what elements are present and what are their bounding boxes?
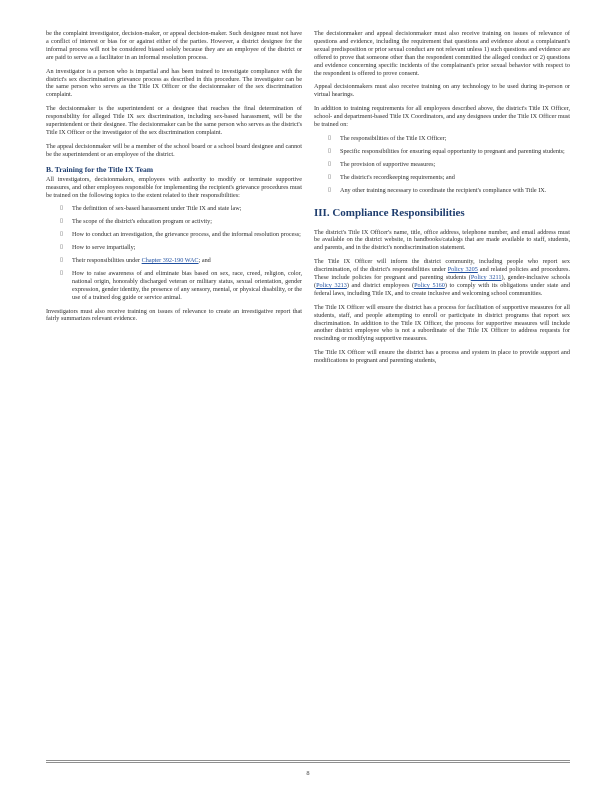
- list-item: ▯ How to raise awareness of and eliminate bias based on sex, race, creed, religion, color, national origin, honorably discharged veteran or military status, sexual orientation, gender expression, gender identity, the presence of any sensory, mental, or physical disability, or the use of a trained dog guide or service animal.: [60, 269, 302, 301]
- bullet-icon: ▯: [60, 257, 64, 264]
- training-topics-list: [46, 205, 302, 301]
- policy-3205-link[interactable]: Policy 3205: [447, 266, 478, 274]
- bullet-icon: ▯: [328, 186, 332, 193]
- paragraph-relevance-training: The decisionmaker and appeal decisionmaker must also receive training on issues of relevance of questions and evidence, including the requirement that questions and evidence about a complainant's sexual predisposition or prior sexual conduct are not relevant unless 1) such questions and evidence are offered to prove that someone other than the respondent committed the alleged conduct or 2) questions and evidence concerning specific incidents of the complainant's prior sexual behavior with respect to the respondent is offered to prove consent.: [314, 30, 570, 77]
- paragraph-officer-contact: The district's Title IX Officer's name, title, office address, telephone number, and email address must be available on the district website, in handbooks/catalogs that are made available to staff, students, and parents, and in the district's nondiscrimination statement.: [314, 228, 570, 252]
- list-item: ▯ How to serve impartially;: [60, 244, 136, 252]
- paragraph-technology-training: Appeal decisionmakers must also receive training on any technology to be used during in-person or virtual hearings.: [314, 83, 570, 99]
- policy-3211-link[interactable]: Policy 3211: [470, 274, 502, 282]
- paragraph-investigator: An investigator is a person who is impartial and has been trained to investigate compliance with the district's sex discrimination grievance process as described in this procedure. The investigator can be the same person who serves as the Title IX Officer or the decisionmaker of the sex discrimination complaint.: [46, 67, 302, 99]
- policy-5160-link[interactable]: Policy 5160: [414, 281, 445, 289]
- paragraph-training-intro: All investigators, decisionmakers, employees with authority to modify or terminate supportive measures, and other employees responsible for implementing the recipient's grievance procedures must be trained on the following topics to the extent related to their responsibilities:: [46, 175, 302, 199]
- paragraph-pregnant-parenting: The Title IX Officer will ensure the district has a process and system in place to provide support and modifications to pregnant and parenting students,: [314, 349, 570, 365]
- paragraph-designee: be the complaint investigator, decision-maker, or appeal decision-maker. Such designee must not have a conflict of interest or bias for or against either of the parties. However, a district designee for the informal process will not be considered biased solely because they are an employee of the district or are paid to serve as a facilitator in an informal resolution process.: [46, 30, 302, 61]
- paragraph-appeal-decisionmaker: The appeal decisionmaker will be a member of the school board or a school board designee and cannot be the superintendent or an employee of the district.: [46, 142, 302, 158]
- bullet-icon: ▯: [328, 173, 332, 180]
- list-item: ▯ The responsibilities of the Title IX Officer;: [328, 134, 447, 142]
- list-item: ▯ The district's recordkeeping requirements; and: [328, 173, 455, 181]
- section-heading-compliance: III. Compliance Responsibilities: [314, 206, 465, 219]
- bullet-icon: ▯: [328, 160, 332, 167]
- list-item: ▯ Specific responsibilities for ensuring equal opportunity to pregnant and parenting students;: [328, 147, 565, 155]
- bullet-icon: ▯: [60, 231, 64, 238]
- footer-divider: [46, 762, 570, 763]
- paragraph-inform-community: The Title IX Officer will inform the district community, including people who report sex discrimination, of the district's responsibilities under Policy 3205 and related policies and procedures. These include policies for pregnant and parenting students (Policy 3211), gender-inclusive schools (Policy 3213) and district employees (Policy 5160) to comply with its obligations under state and federal laws, including Title IX, and to create inclusive and welcoming school communities.: [314, 258, 570, 297]
- chapter-392-190-wac-link[interactable]: Chapter 392-190 WAC: [141, 257, 199, 265]
- bullet-icon: ▯: [60, 205, 64, 212]
- list-item: ▯ The scope of the district's education program or activity;: [60, 218, 212, 226]
- bullet-icon: ▯: [60, 218, 64, 225]
- paragraph-investigator-training: Investigators must also receive training on issues of relevance to create an investigative report that fairly summarizes relevant evidence.: [46, 307, 302, 323]
- list-item: ▯ The definition of sex-based harassment under Title IX and state law;: [60, 205, 242, 213]
- list-item: ▯ Their responsibilities under Chapter 392-190 WAC; and: [60, 257, 211, 265]
- footer-divider: [46, 760, 570, 761]
- bullet-icon: ▯: [60, 244, 64, 251]
- left-column: [46, 30, 302, 329]
- bullet-icon: ▯: [60, 269, 64, 276]
- page-number: 8: [306, 770, 310, 777]
- list-item: ▯ The provision of supportive measures;: [328, 160, 436, 168]
- policy-3213-link[interactable]: Policy 3213: [316, 281, 347, 289]
- paragraph-officer-training-intro: In addition to training requirements for all employees described above, the district's Title IX Officer, school- and department-based Title IX Coordinators, and any designees under the Title IX Officer must be trained on:: [314, 105, 570, 129]
- right-column: [314, 30, 570, 371]
- officer-training-list: [314, 135, 570, 195]
- list-item: ▯ How to conduct an investigation, the grievance process, and the informal resolution process;: [60, 231, 301, 239]
- bullet-icon: ▯: [328, 147, 332, 154]
- bullet-icon: ▯: [328, 134, 332, 141]
- section-heading-training: B. Training for the Title IX Team: [46, 164, 154, 174]
- paragraph-supportive-measures: The Title IX Officer will ensure the district has a process for facilitation of supportive measures for all students, staff, and people attempting to enroll or participate in district programs that report sex discrimination. In addition to the Title IX Officer, the process for supportive measures will include another district employee who is not a subordinate of the Title IX Officer to address requests for rescinding or modifying supportive measures.: [314, 303, 570, 343]
- list-item: ▯ Any other training necessary to coordinate the recipient's compliance with Title IX.: [328, 186, 547, 194]
- paragraph-decisionmaker: The decisionmaker is the superintendent or a designee that reaches the final determination of responsibility for alleged Title IX sex discrimination, including sex-based harassment, will be the superintendent or their designee. The decisionmaker can be the same person who serves as the district's Title IX Officer or the investigator of the sex discrimination complaint.: [46, 105, 302, 136]
